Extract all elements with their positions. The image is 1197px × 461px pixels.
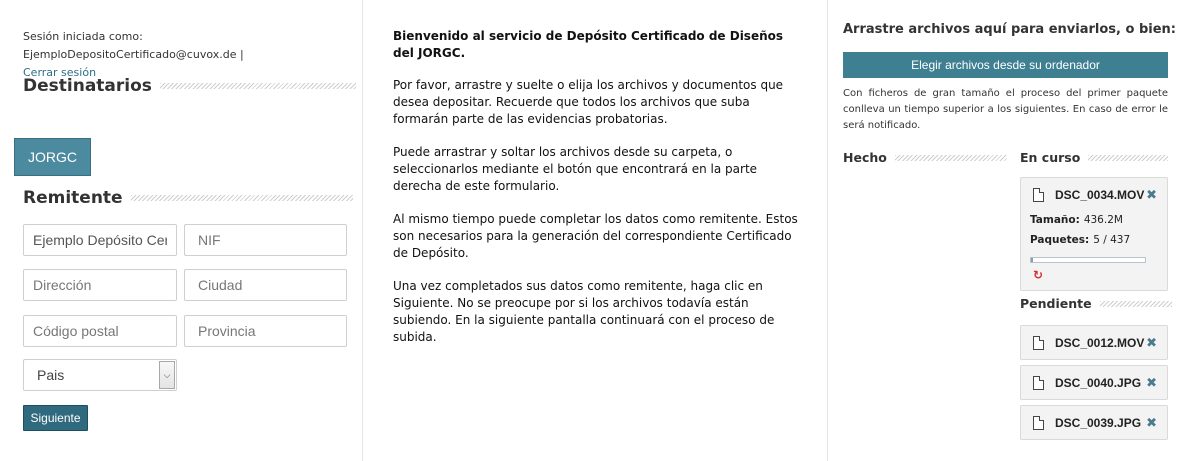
remove-icon[interactable]: ✖ bbox=[1146, 188, 1157, 203]
file-packets bbox=[1030, 234, 1130, 246]
session-info bbox=[23, 28, 353, 82]
sender-panel bbox=[0, 0, 363, 461]
intro-paragraph: Al mismo tiempo puede completar los datos como remitente. Estos son necesarios para la generación del correspondiente Certificado de Depósito. bbox=[393, 212, 798, 260]
in-progress-title: En curso bbox=[1020, 150, 1081, 165]
city-field[interactable] bbox=[184, 269, 347, 301]
remove-icon[interactable]: ✖ bbox=[1146, 416, 1157, 431]
retry-icon[interactable]: ↻ bbox=[1033, 268, 1044, 282]
recipients-heading bbox=[23, 76, 356, 96]
file-name: DSC_0040.JPG bbox=[1055, 376, 1142, 390]
intro-text bbox=[393, 28, 803, 362]
logout-link[interactable]: Cerrar sesión bbox=[23, 66, 97, 79]
file-name: DSC_0012.MOV bbox=[1055, 336, 1145, 350]
remove-icon[interactable]: ✖ bbox=[1146, 336, 1157, 351]
upload-progress-bar bbox=[1030, 257, 1146, 263]
file-name-row bbox=[1033, 336, 1144, 350]
heading-divider bbox=[1088, 155, 1168, 161]
sender-title: Remitente bbox=[23, 188, 123, 208]
in-progress-heading bbox=[1020, 150, 1168, 165]
packets-label: Paquetes: bbox=[1030, 234, 1090, 246]
heading-divider bbox=[895, 155, 1007, 161]
file-icon bbox=[1033, 188, 1044, 202]
province-field[interactable] bbox=[184, 315, 347, 347]
large-file-note: Con ficheros de gran tamaño el proceso del primer paquete conlleva un tiempo superior a los siguientes. En caso de error le será notificado. bbox=[843, 88, 1168, 131]
session-separator: | bbox=[240, 48, 244, 61]
packets-value: 5 / 437 bbox=[1093, 234, 1131, 246]
file-name-row bbox=[1033, 188, 1144, 202]
drop-zone-title: Arrastre archivos aquí para enviarlos, o bien: bbox=[843, 22, 1176, 37]
pending-heading bbox=[1020, 296, 1172, 311]
heading-divider bbox=[1100, 301, 1172, 307]
chevron-down-icon[interactable]: ⌵ bbox=[159, 361, 175, 389]
sender-name-field[interactable] bbox=[23, 224, 177, 256]
done-heading bbox=[843, 150, 1007, 165]
file-card-pending bbox=[1020, 365, 1168, 400]
size-value: 436.2M bbox=[1083, 214, 1123, 226]
intro-paragraph: Una vez completados sus datos como remitente, haga clic en Siguiente. No se preocupe por si los archivos todavía están subiendo. En la siguiente pantalla continuará con el proceso de subida. bbox=[393, 279, 775, 344]
heading-divider bbox=[131, 195, 353, 201]
recipients-title: Destinatarios bbox=[23, 76, 152, 96]
choose-files-button[interactable]: Elegir archivos desde su ordenador bbox=[843, 52, 1168, 78]
upload-panel bbox=[828, 0, 1197, 461]
file-size bbox=[1030, 214, 1123, 226]
upload-progress-fill bbox=[1031, 258, 1033, 262]
file-icon bbox=[1033, 416, 1044, 430]
file-card-in-progress bbox=[1020, 177, 1168, 291]
remove-icon[interactable]: ✖ bbox=[1146, 376, 1157, 391]
next-button[interactable]: Siguiente bbox=[23, 405, 88, 431]
done-title: Hecho bbox=[843, 150, 887, 165]
file-card-pending bbox=[1020, 405, 1168, 440]
file-name-row bbox=[1033, 416, 1141, 430]
nif-field[interactable] bbox=[184, 224, 347, 256]
size-label: Tamaño: bbox=[1030, 214, 1080, 226]
intro-paragraph: Puede arrastrar y soltar los archivos desde su carpeta, o seleccionarlos mediante el botón que encontrará en la parte derecha de este formulario. bbox=[393, 145, 758, 193]
file-card-pending bbox=[1020, 325, 1168, 360]
file-name: DSC_0039.JPG bbox=[1055, 416, 1142, 430]
session-user: EjemploDepositoCertificado@cuvox.de bbox=[23, 48, 237, 61]
file-name-row bbox=[1033, 376, 1141, 390]
intro-paragraph: Por favor, arrastre y suelte o elija los archivos y documentos que desea depositar. Recuerde que todos los archivos que suba formarán parte de las evidencias probatorias. bbox=[393, 78, 784, 126]
country-select[interactable] bbox=[23, 359, 177, 391]
session-prefix: Sesión iniciada como: bbox=[23, 30, 143, 43]
heading-divider bbox=[160, 83, 356, 89]
sender-heading bbox=[23, 188, 353, 208]
recipient-jorgc[interactable]: JORGC bbox=[14, 138, 91, 176]
file-icon bbox=[1033, 336, 1044, 350]
intro-panel bbox=[363, 0, 828, 461]
postal-code-field[interactable] bbox=[23, 315, 177, 347]
address-field[interactable] bbox=[23, 269, 177, 301]
file-name: DSC_0034.MOV bbox=[1055, 188, 1145, 202]
country-selected-value: Pais bbox=[37, 367, 65, 383]
pending-title: Pendiente bbox=[1020, 296, 1092, 311]
intro-heading: Bienvenido al servicio de Depósito Certificado de Diseños del JORGC. bbox=[393, 29, 784, 60]
file-icon bbox=[1033, 376, 1044, 390]
